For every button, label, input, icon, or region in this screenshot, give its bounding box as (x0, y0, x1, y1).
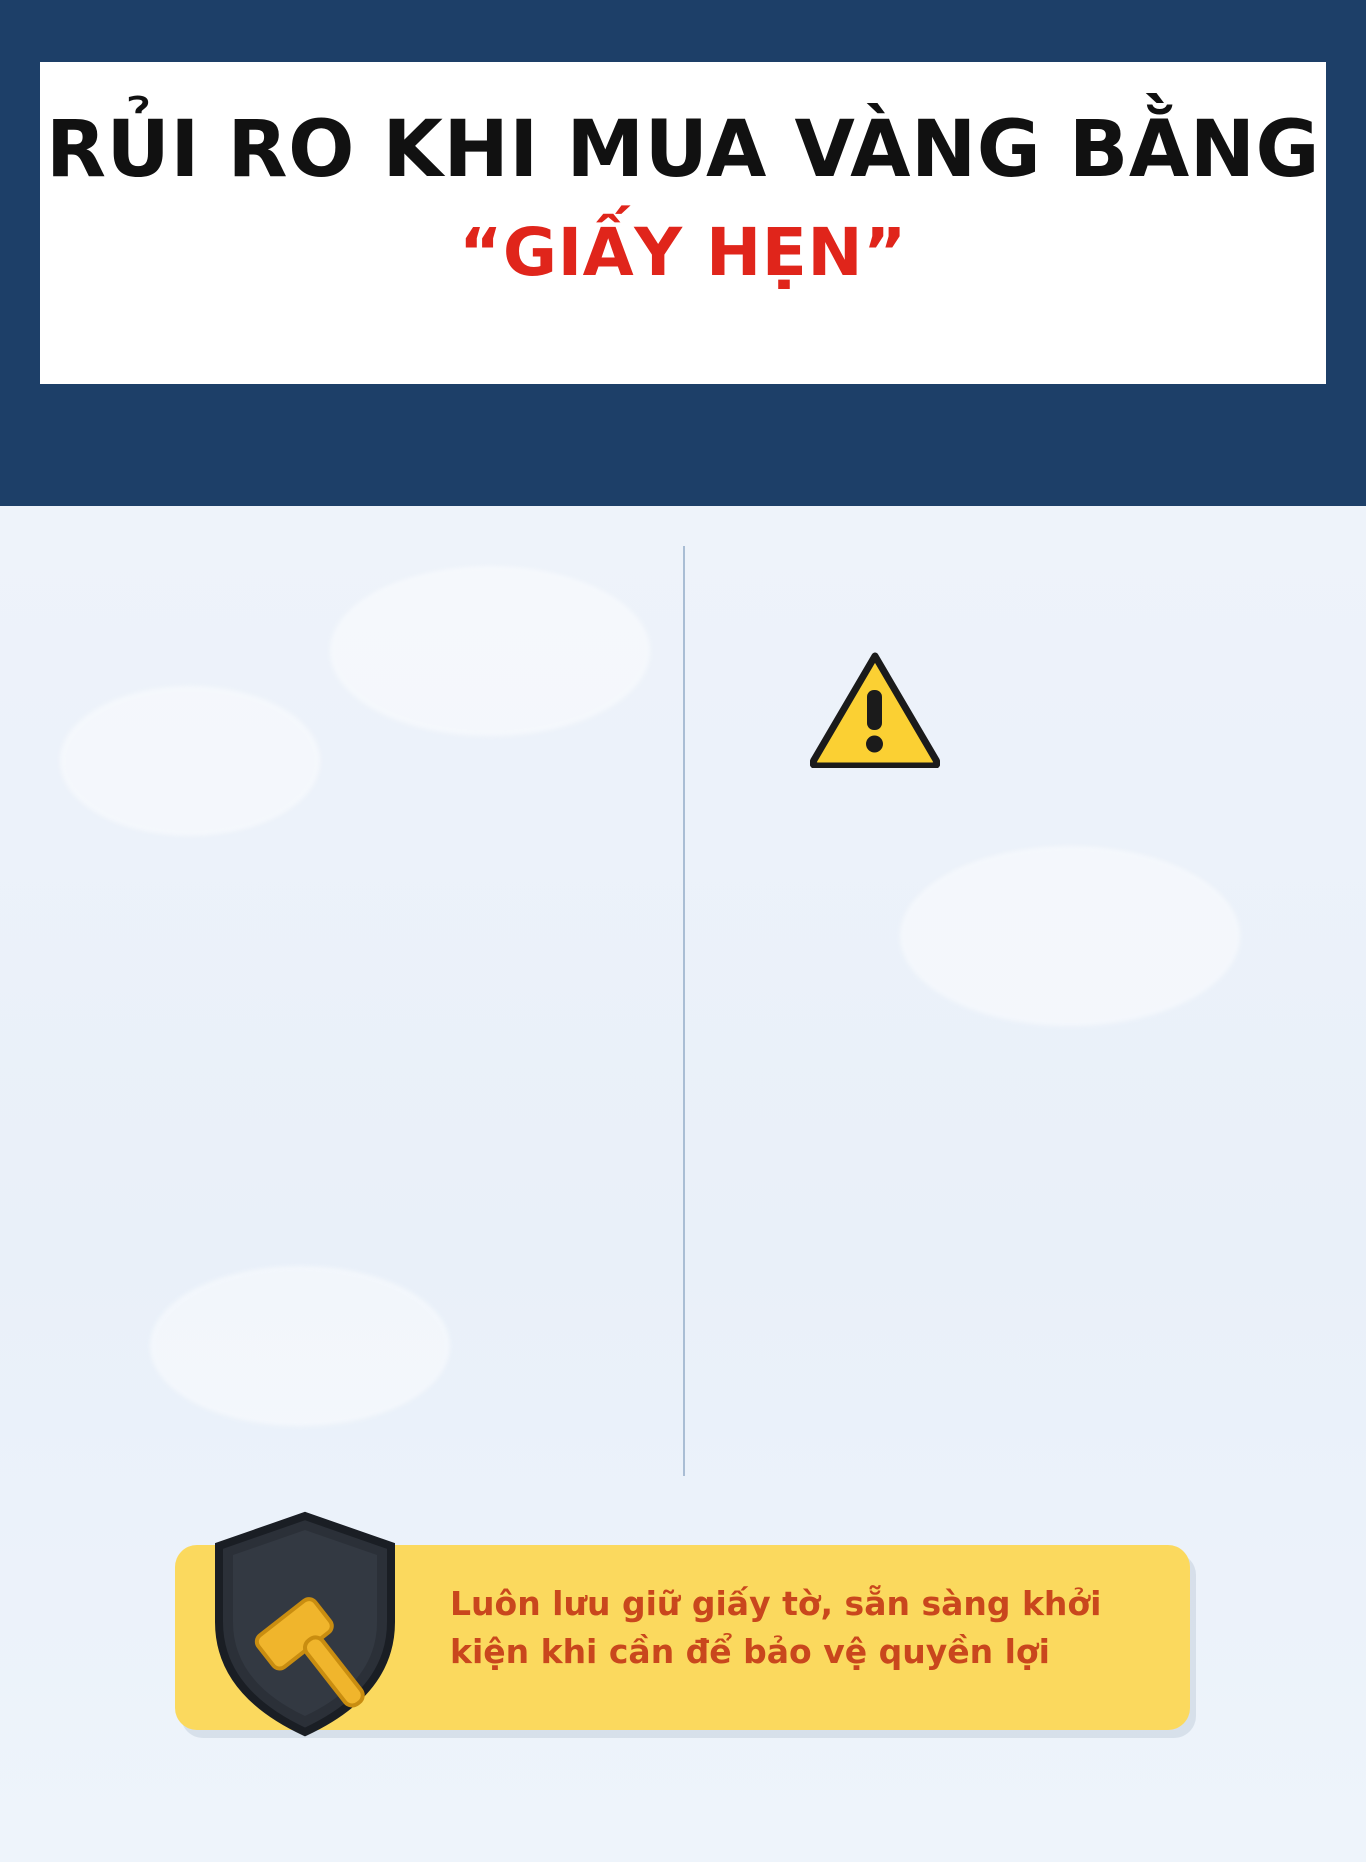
shield-gavel-icon (205, 1510, 405, 1744)
footer-note-text: Luôn lưu giữ giấy tờ, sẵn sàng khởi kiện khi cần để bảo vệ quyền lợi (450, 1584, 1102, 1671)
vertical-divider (683, 546, 685, 1476)
title-panel (40, 62, 1326, 384)
warning-triangle-icon (810, 650, 940, 772)
page-title: RỦI RO KHI MUA VÀNG BẰNG (45, 105, 1321, 195)
page-subtitle: “GIẤY HẸN” (459, 213, 907, 291)
